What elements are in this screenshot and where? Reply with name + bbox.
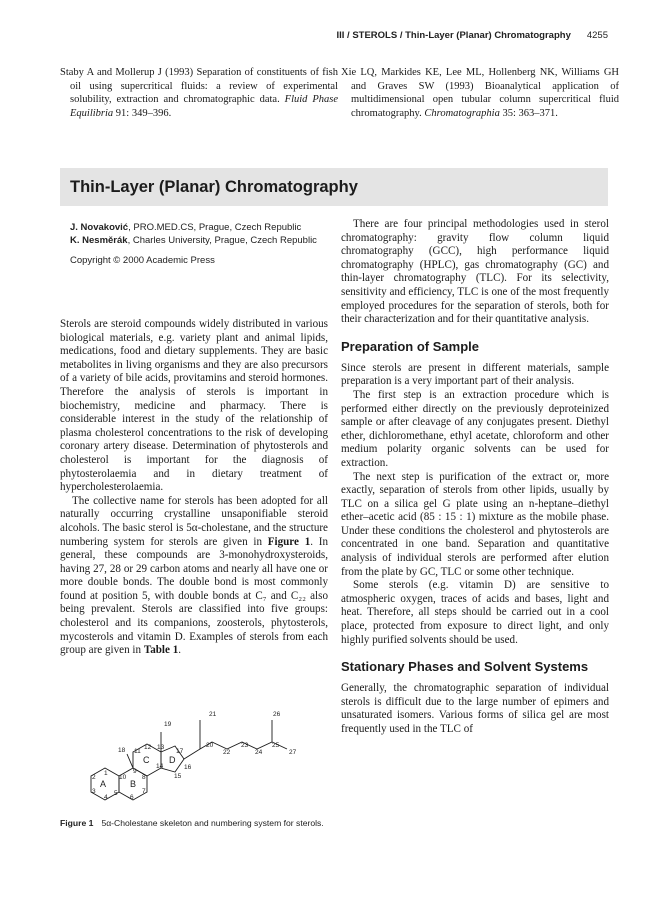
copyright: Copyright © 2000 Academic Press	[70, 255, 215, 267]
atom-number: 21	[209, 711, 217, 718]
author-1: J. Novaković, PRO.MED.CS, Prague, Czech Republic	[70, 222, 302, 233]
reference-journal: Fluid Phase Equilibria	[70, 94, 338, 119]
reference-item: Staby A and Mollerup J (1993) Separation of constituents of fish oil using supercritical fluids: a review of experimental solubility, extraction and chromatographic data. Fluid Phase Equilibria 91: 349–396.	[60, 67, 338, 119]
atom-number: 17	[176, 748, 184, 755]
cholestane-structure-diagram	[60, 706, 332, 816]
atom-number: 14	[156, 763, 164, 770]
atom-number: 3	[92, 788, 96, 795]
atom-number: 20	[206, 742, 214, 749]
atom-number: 10	[119, 774, 127, 781]
figure-ref[interactable]: Figure 1	[267, 535, 311, 548]
atom-number: 11	[134, 748, 141, 755]
ring-label-a: A	[100, 779, 107, 789]
paragraph: The first step is an extraction procedure which is performed either directly on the previously deproteinized sample or after cleavage of any conjugates present. Diethyl ether, dichloromethane, ethyl acetate, chloroform and other medium polarity organic solvents can be used for extraction.	[341, 388, 609, 469]
page-number: 4255	[586, 30, 608, 41]
atom-number: 18	[118, 747, 126, 754]
atom-number: 1	[104, 770, 108, 777]
atom-number: 7	[142, 788, 146, 795]
atom-number: 5	[114, 790, 118, 797]
atom-number: 23	[241, 742, 249, 749]
atom-number: 2	[92, 774, 96, 781]
paragraph: Generally, the chromatographic separation of individual sterols is difficult due to the large number of epimers and unsaturated isomers. Various forms of silica gel are most frequently used in the TLC of	[341, 682, 609, 735]
right-column	[341, 218, 609, 737]
atom-number: 25	[272, 742, 280, 749]
author-2: K. Nesměrák, Charles University, Prague, Czech Republic	[70, 234, 317, 246]
section-heading: Stationary Phases and Solvent Systems	[341, 659, 589, 675]
atom-number: 27	[289, 749, 297, 756]
ring-label-d: D	[169, 755, 176, 765]
paragraph: The collective name for sterols has been adopted for all naturally occurring crystalline unsaponifiable steroid alcohols. The basic sterol is 5α-cholestane, and the structure numbering system for sterols are given in Figure 1. In general, these compounds are 3-monohydroxysteroids, having 27, 28 or 29 carbon atoms and nearly all have one or more double bonds. The double bond is most commonly found at position 5, with double bonds at C₇ and C₂₂ also being prevalent. Sterols are classified into five groups: cholesterol and its companions, zoosterols, phytosterols, mycosterols and vitamin D. Examples of sterols from each group are given in Table 1.	[60, 494, 328, 657]
figure-label: Figure 1	[60, 818, 94, 828]
ring-label-c: C	[143, 755, 150, 765]
atom-number: 26	[273, 711, 281, 718]
atom-number: 19	[164, 721, 172, 728]
running-title: III / STEROLS / Thin-Layer (Planar) Chromatography	[336, 30, 571, 41]
author-block	[70, 222, 330, 268]
atom-number: 12	[144, 744, 152, 751]
reference-journal: Chromatographia	[424, 107, 500, 119]
paragraph: There are four principal methodologies used in sterol chromatography: gravity flow column liquid chromatography (GCC), high performance liquid chromatography (HPLC), gas chromatography (GC) and thin-layer chromatography (TLC). For its selectivity, sensitivity and efficiency, TLC is one of the most frequently employed procedures for the separation of sterols, both for their characterization and for their quantitative analysis.	[341, 218, 609, 326]
article-title-bar	[60, 168, 608, 206]
paragraph: Some sterols (e.g. vitamin D) are sensitive to atmospheric oxygen, traces of acids and bases, light and heat. Therefore, all steps should be carried out in a cool place, protected from exposure to direct light, and only highly purified solvents should be used.	[341, 579, 609, 646]
atom-number: 22	[223, 749, 231, 756]
figure-caption-text: 5α-Cholestane skeleton and numbering system for sterols.	[101, 818, 324, 828]
table-ref[interactable]: Table 1	[143, 644, 179, 657]
atom-number: 8	[142, 774, 146, 781]
atom-number: 15	[174, 773, 182, 780]
article-title: Thin-Layer (Planar) Chromatography	[70, 178, 358, 196]
figure-cholestane-skeleton	[60, 706, 332, 816]
atom-number: 9	[133, 768, 137, 775]
paragraph: Sterols are steroid compounds widely distributed in various biological materials, e.g. variety plant and animal lipids, medications, food and dietary supplements. They are basic metabolites in living organisms and they are also precursors of a variety of bile acids, provitamins and steroid hormones. Therefore the analysis of sterols is important in biochemistry, medicine and pharmacy. There is considerable interest in the study of the relationship of plasma cholesterol concentrations to the risk of developing coronary artery disease. Determination of phytosterols and cholesterol is important for the diagnosis of phytosterolaemia and in dietary treatment of hypercholesterolaemia.	[60, 318, 328, 494]
atom-number: 24	[255, 749, 263, 756]
ring-label-b: B	[130, 779, 137, 789]
left-column	[60, 318, 328, 658]
atom-number: 13	[157, 744, 165, 751]
atom-number: 16	[184, 764, 192, 771]
atom-number: 4	[104, 794, 108, 801]
reference-item: Xie LQ, Markides KE, Lee ML, Hollenberg NK, Williams GH and Graves SW (1993) Bioanalytical application of multidimensional open tubular column supercritical fluid chromatography. Chromatographia 35: 363–371.	[341, 67, 619, 119]
paragraph: The next step is purification of the extract or, more exactly, separation of sterols from other lipids, usually by TLC on a silica gel G plate using an n-heptane–diethyl ether–acetic acid (85 : 15 : 1) mixture as the mobile phase. Under these conditions the cholesterol and phytosterols are concentrated in one band. Separation and quantitative analysis of individual sterols are performed after elution from the plate by GC, TLC or some other technique.	[341, 470, 609, 578]
figure-caption	[60, 817, 332, 829]
section-heading: Preparation of Sample	[341, 338, 479, 354]
atom-number: 6	[130, 794, 134, 801]
paragraph: Since sterols are present in different materials, sample preparation is a very important part of their analysis.	[341, 361, 609, 388]
running-header	[336, 30, 608, 41]
